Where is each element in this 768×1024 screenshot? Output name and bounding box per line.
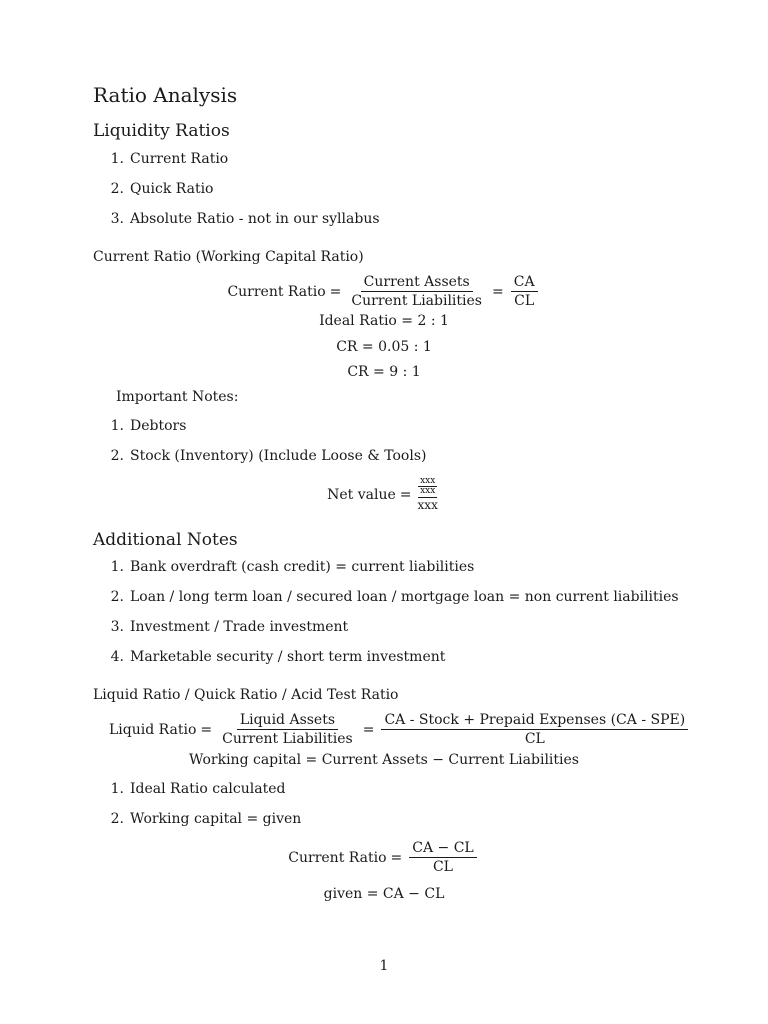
list-item: 2. Working capital = given <box>110 811 302 827</box>
list-item: 3. Absolute Ratio - not in our syllabus <box>110 211 380 227</box>
working-capital-formula: Working capital = Current Assets − Current Liabilities <box>189 752 579 768</box>
current-ratio-formula: Current Ratio = $\frac{CA - CL}{CL}$ <box>0 840 768 875</box>
ideal-ratio: Ideal Ratio = 2 : 1 <box>319 313 449 329</box>
list-item: 2. Quick Ratio <box>110 181 214 197</box>
current-ratio-equation: Current Ratio = $\frac{\text{Current Assets}}{\text{Current Liabilities}}$ = $\frac{CA}{CL}$ <box>0 274 768 309</box>
list-item: 3. Investment / Trade investment <box>110 619 349 635</box>
current-ratio-heading: Current Ratio (Working Capital Ratio) <box>93 249 364 265</box>
cr-example-2: CR = 9 : 1 <box>347 364 421 380</box>
heading-liquidity-ratios: Liquidity Ratios <box>93 121 230 141</box>
list-item: 4. Marketable security / short term investment <box>110 649 446 665</box>
cr-example-1: CR = 0.05 : 1 <box>336 339 432 355</box>
list-item: 1. Debtors <box>110 418 187 434</box>
important-notes-heading: Important Notes: <box>116 389 239 405</box>
page-title: Ratio Analysis <box>93 83 238 107</box>
heading-additional-notes: Additional Notes <box>93 530 238 550</box>
list-item: 2. Stock (Inventory) (Include Loose & Tools) <box>110 448 427 464</box>
list-item: 1. Current Ratio <box>110 151 229 167</box>
list-item: 2. Loan / long term loan / secured loan / mortgage loan = non current liabilities <box>110 589 679 605</box>
liquid-ratio-equation: Liquid Ratio = $\frac{\text{Liquid Assets}}{\text{Current Liabilities}}$ = $\frac{\text{CA - Stock + Prepaid Expenses (CA - SPE)}}{CL}$ <box>109 712 691 747</box>
given-formula: given = CA − CL <box>323 886 445 902</box>
list-item: 1. Bank overdraft (cash credit) = current liabilities <box>110 559 475 575</box>
page-number: 1 <box>379 958 389 974</box>
list-item: 1. Ideal Ratio calculated <box>110 781 286 797</box>
net-value-equation: Net value = $\frac{\frac{\text{xxx}}{\text{xxx}}}{\text{xxx}}$ <box>327 476 438 512</box>
liquid-ratio-heading: Liquid Ratio / Quick Ratio / Acid Test Ratio <box>93 687 399 703</box>
